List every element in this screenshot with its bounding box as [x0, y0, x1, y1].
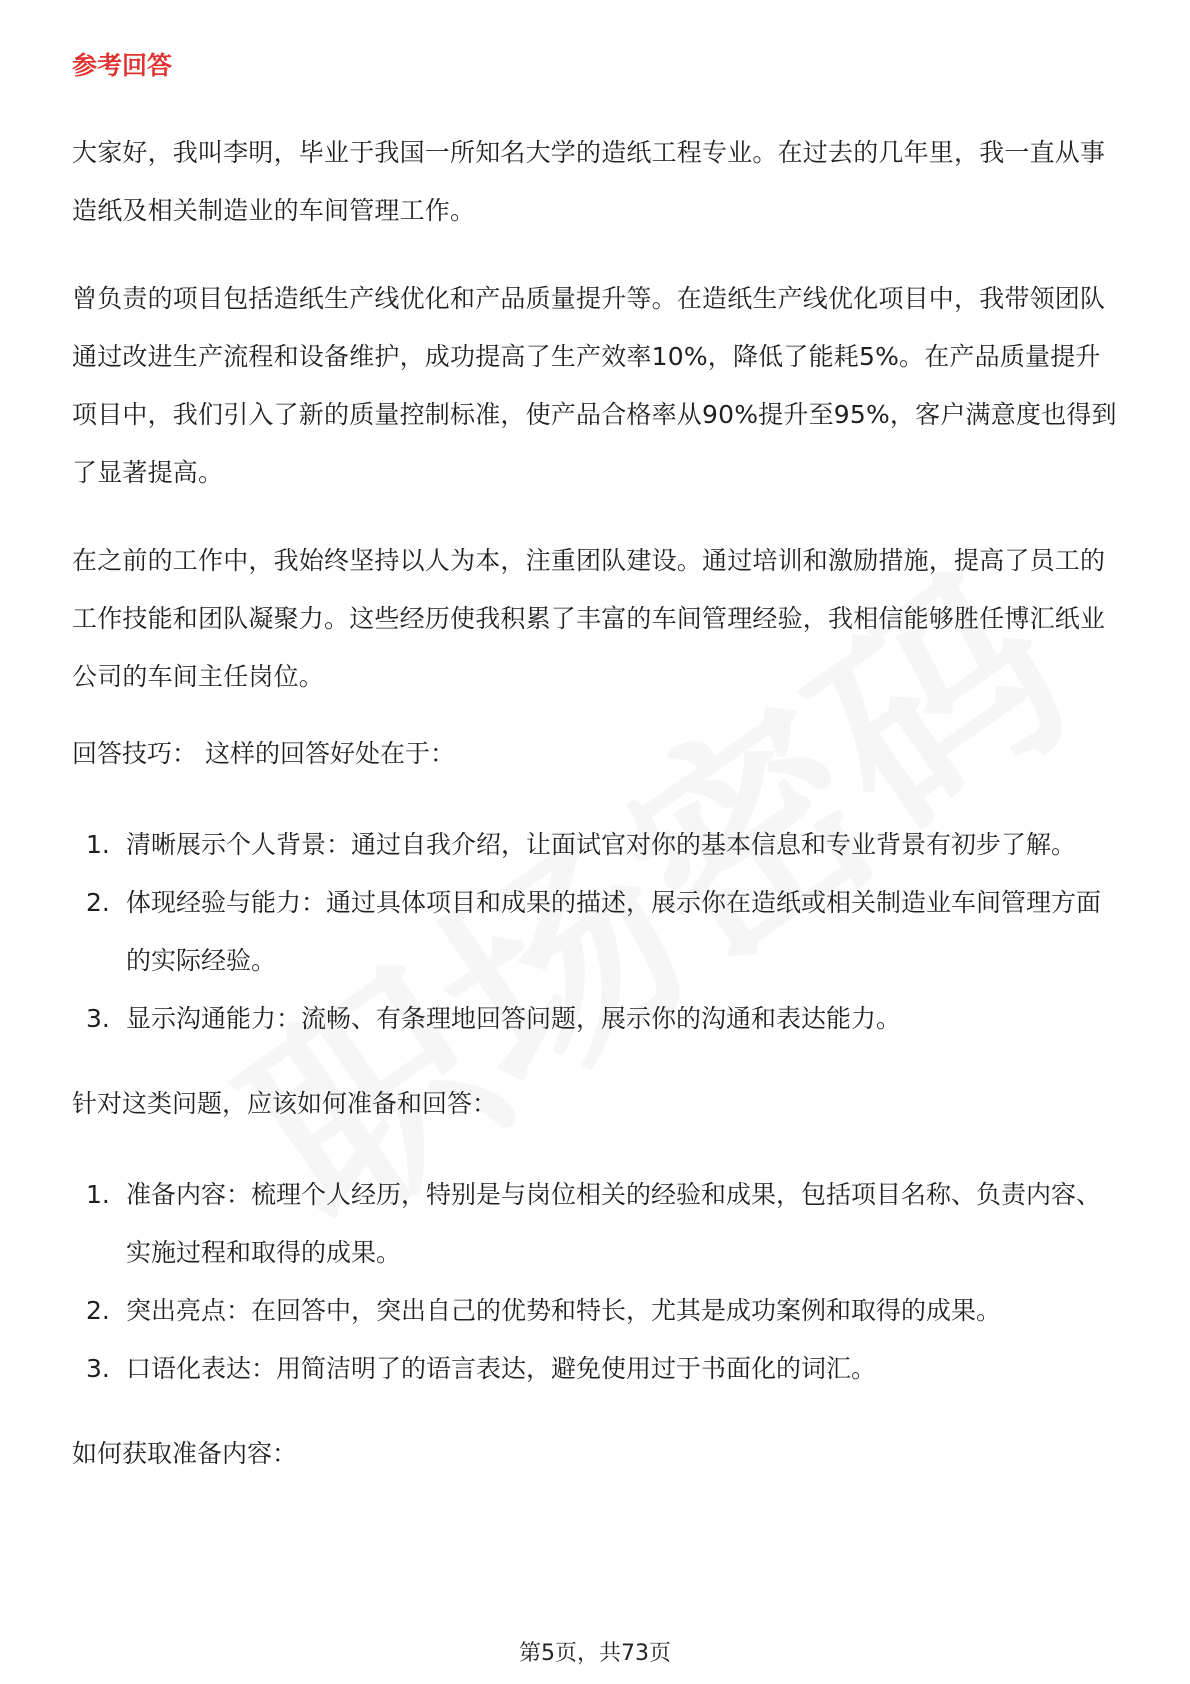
list-text: 清晰展示个人背景：通过自我介绍，让面试官对你的基本信息和专业背景有初步了解。: [126, 830, 1077, 859]
section-heading: 参考回答: [72, 51, 173, 80]
list-number: 3.: [86, 1354, 110, 1383]
list-item: [72, 1166, 1118, 1282]
list-item: [72, 1340, 1118, 1398]
list-text: 显示沟通能力：流畅、有条理地回答问题，展示你的沟通和表达能力。: [126, 1004, 902, 1033]
list-text: 准备内容：梳理个人经历，特别是与岗位相关的经验和成果，包括项目名称、负责内容、实施过程和取得的成果。: [126, 1180, 1102, 1267]
document-body: [72, 48, 1118, 1516]
list-item: [72, 816, 1118, 874]
tips-list: [72, 816, 1118, 1048]
prepare-label: 针对这类问题，应该如何准备和回答：: [72, 1089, 498, 1118]
list-number: 1.: [86, 830, 110, 859]
list-number: 3.: [86, 1004, 110, 1033]
list-item: [72, 874, 1118, 990]
paragraph-projects: 曾负责的项目包括造纸生产线优化和产品质量提升等。在造纸生产线优化项目中，我带领团队通过改进生产流程和设备维护，成功提高了生产效率10%，降低了能耗5%。在产品质量提升项目中，我们引入了新的质量控制标准，使产品合格率从90%提升至95%，客户满意度也得到了显著提高。: [72, 284, 1117, 487]
paragraph-experience: 在之前的工作中，我始终坚持以人为本，注重团队建设。通过培训和激励措施，提高了员工的工作技能和团队凝聚力。这些经历使我积累了丰富的车间管理经验，我相信能够胜任博汇纸业公司的车间主任岗位。: [72, 546, 1106, 691]
page-number: 第5页，共73页: [519, 1641, 671, 1666]
list-number: 1.: [86, 1180, 110, 1209]
list-number: 2.: [86, 888, 110, 917]
list-text: 口语化表达：用简洁明了的语言表达，避免使用过于书面化的词汇。: [126, 1354, 877, 1383]
tips-label: 回答技巧： 这样的回答好处在于：: [72, 739, 455, 768]
list-text: 突出亮点：在回答中，突出自己的优势和特长，尤其是成功案例和取得的成果。: [126, 1296, 1002, 1325]
how-to-get-label: 如何获取准备内容：: [72, 1439, 298, 1468]
paragraph-intro: 大家好，我叫李明，毕业于我国一所知名大学的造纸工程专业。在过去的几年里，我一直从事造纸及相关制造业的车间管理工作。: [72, 138, 1106, 225]
prepare-list: [72, 1166, 1118, 1398]
list-text: 体现经验与能力：通过具体项目和成果的描述，展示你在造纸或相关制造业车间管理方面的实际经验。: [126, 888, 1102, 975]
list-item: [72, 1282, 1118, 1340]
list-item: [72, 990, 1118, 1048]
list-number: 2.: [86, 1296, 110, 1325]
